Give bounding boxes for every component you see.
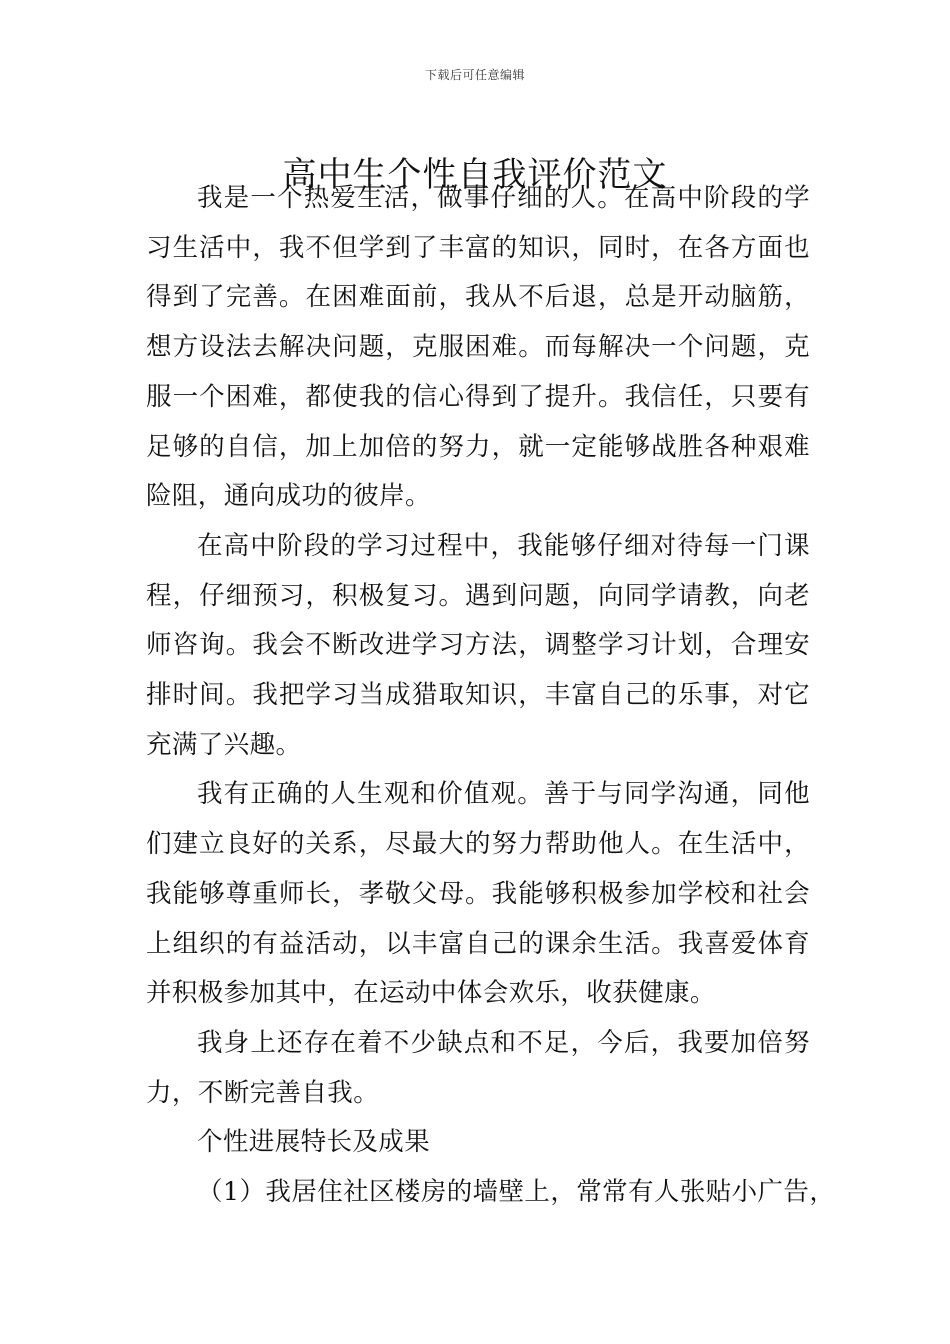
section-heading: 个性进展特长及成果 bbox=[197, 1127, 431, 1158]
paragraph-1: 我是一个热爱生活，做事仔细的人。在高中阶段的学习生活中，我不但学到了丰富的知识，同时，在各方面也得到了完善。在困难面前，我从不后退，总是开动脑筋，想方设法去解决问题，克服困难。而每解决一个问题，克服一个困难，都使我的信心得到了提升。我信任，只要有足够的自信，加上加倍的努力，就一定能够战胜各种艰难险阻，通向成功的彼岸。 bbox=[146, 183, 810, 512]
paragraph-2: 在高中阶段的学习过程中，我能够仔细对待每一门课程，仔细预习，积极复习。遇到问题，向同学请教，向老师咨询。我会不断改进学习方法，调整学习计划，合理安排时间。我把学习当成猎取知识，丰富自己的乐事，对它充满了兴趣。 bbox=[146, 530, 810, 760]
header-note: 下载后可任意编辑 bbox=[424, 68, 525, 82]
document-body bbox=[146, 174, 836, 1218]
list-item-1: （1）我居住社区楼房的墙壁上，常常有人张贴小广告， bbox=[197, 1177, 836, 1208]
paragraph-4: 我身上还存在着不少缺点和不足，今后，我要加倍努力，不断完善自我。 bbox=[146, 1027, 810, 1108]
document-title: 高中生个性自我评价范文 bbox=[282, 154, 668, 195]
paragraph-3: 我有正确的人生观和价值观。善于与同学沟通，同他们建立良好的关系，尽最大的努力帮助他人。在生活中，我能够尊重师长，孝敬父母。我能够积极参加学校和社会上组织的有益活动，以丰富自己的课余生活。我喜爱体育并积极参加其中，在运动中体会欢乐，收获健康。 bbox=[146, 779, 810, 1009]
